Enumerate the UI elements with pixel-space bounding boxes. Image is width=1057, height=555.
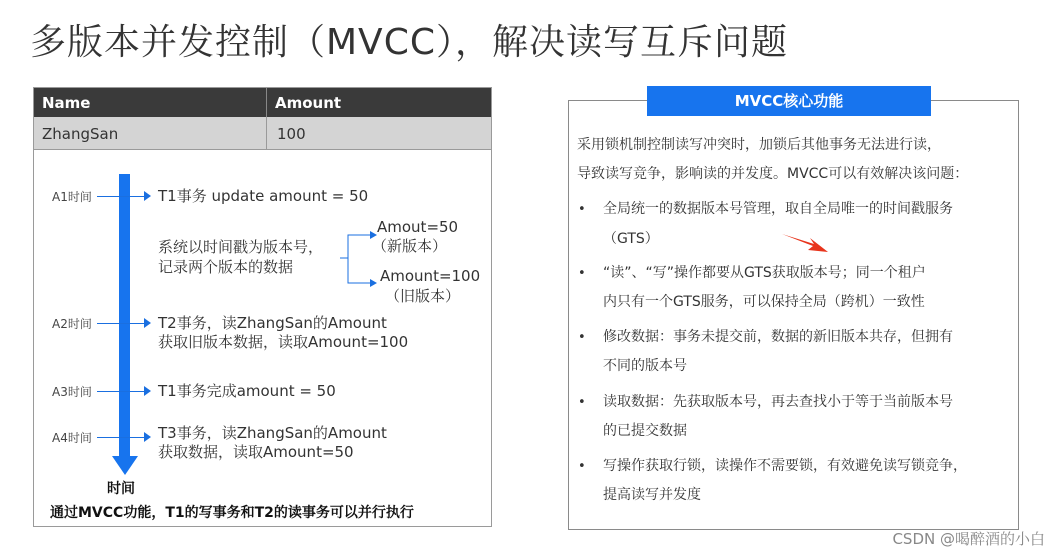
- event-connector: [97, 437, 147, 438]
- bullet-1-line2: （GTS）: [603, 231, 659, 247]
- header-name: Name: [42, 94, 91, 112]
- time-label-a2: A2时间: [52, 317, 92, 331]
- old-version-value: Amount=100: [380, 267, 481, 285]
- column-divider: [266, 117, 267, 150]
- bullet-icon: •: [578, 459, 586, 474]
- mvcc-panel-title: MVCC核心功能: [647, 86, 931, 116]
- event-text-a4-line1: T3事务，读ZhangSan的Amount: [158, 424, 387, 442]
- bullet-2-line2: 内只有一个GTS服务，可以保持全局（跨机）一致性: [603, 294, 925, 310]
- event-connector: [97, 323, 147, 324]
- arrowhead-icon: [144, 386, 151, 396]
- bullet-5-line1: 写操作获取行锁，读操作不需要锁，有效避免读写锁竞争，: [603, 458, 967, 474]
- bullet-3-line2: 不同的版本号: [603, 358, 687, 374]
- event-connector: [97, 196, 147, 197]
- event-text-a3: T1事务完成amount = 50: [158, 382, 336, 400]
- table-header-row: [34, 88, 491, 117]
- column-divider: [266, 88, 267, 117]
- time-label-a3: A3时间: [52, 385, 92, 399]
- bullet-4-line2: 的已提交数据: [603, 423, 687, 439]
- bullet-icon: •: [578, 266, 586, 281]
- event-text-a1: T1事务 update amount = 50: [158, 187, 369, 205]
- old-version-label: （旧版本）: [385, 287, 461, 305]
- event-connector: [97, 391, 147, 392]
- page-title: 多版本并发控制（MVCC），解决读写互斥问题: [30, 22, 788, 63]
- arrowhead-icon: [144, 318, 151, 328]
- bullet-1-line1: 全局统一的数据版本号管理，取自全局唯一的时间戳服务: [603, 201, 953, 217]
- cell-name: ZhangSan: [42, 125, 119, 143]
- cell-amount: 100: [277, 125, 306, 143]
- bottom-note: 通过MVCC功能，T1的写事务和T2的读事务可以并行执行: [50, 505, 414, 521]
- timeline-arrow: [110, 170, 140, 480]
- version-note-line2: 记录两个版本的数据: [158, 258, 294, 276]
- bullet-3-line1: 修改数据：事务未提交前，数据的新旧版本共存，但拥有: [603, 329, 953, 345]
- new-version-value: Amout=50: [377, 218, 459, 236]
- bullet-icon: •: [578, 202, 586, 217]
- intro-line1: 采用锁机制控制读写冲突时，加锁后其他事务无法进行读，: [577, 137, 941, 153]
- event-text-a4-line2: 获取数据，读取Amount=50: [158, 443, 354, 461]
- event-text-a2-line2: 获取旧版本数据，读取Amount=100: [158, 333, 409, 351]
- bullet-5-line2: 提高读写并发度: [603, 487, 701, 503]
- arrowhead-icon: [144, 191, 151, 201]
- intro-line2: 导致读写竞争，影响读的并发度。MVCC可以有效解决该问题：: [577, 166, 969, 182]
- time-label-a4: A4时间: [52, 431, 92, 445]
- version-note-line1: 系统以时间戳为版本号，: [158, 238, 324, 256]
- time-label-a1: A1时间: [52, 190, 92, 204]
- bullet-2-line1: “读”、“写”操作都要从GTS获取版本号；同一个租户: [603, 265, 926, 281]
- event-text-a2-line1: T2事务，读ZhangSan的Amount: [158, 314, 387, 332]
- new-version-label: （新版本）: [372, 237, 448, 255]
- pointer-arrow-icon: [780, 230, 830, 256]
- header-amount: Amount: [275, 94, 342, 112]
- bullet-icon: •: [578, 330, 586, 345]
- watermark: CSDN @喝醉酒的小白: [892, 530, 1045, 548]
- bullet-4-line1: 读取数据：先获取版本号，再去查找小于等于当前版本号: [603, 394, 953, 410]
- time-axis-label: 时间: [107, 481, 135, 497]
- arrowhead-icon: [144, 432, 151, 442]
- bullet-icon: •: [578, 395, 586, 410]
